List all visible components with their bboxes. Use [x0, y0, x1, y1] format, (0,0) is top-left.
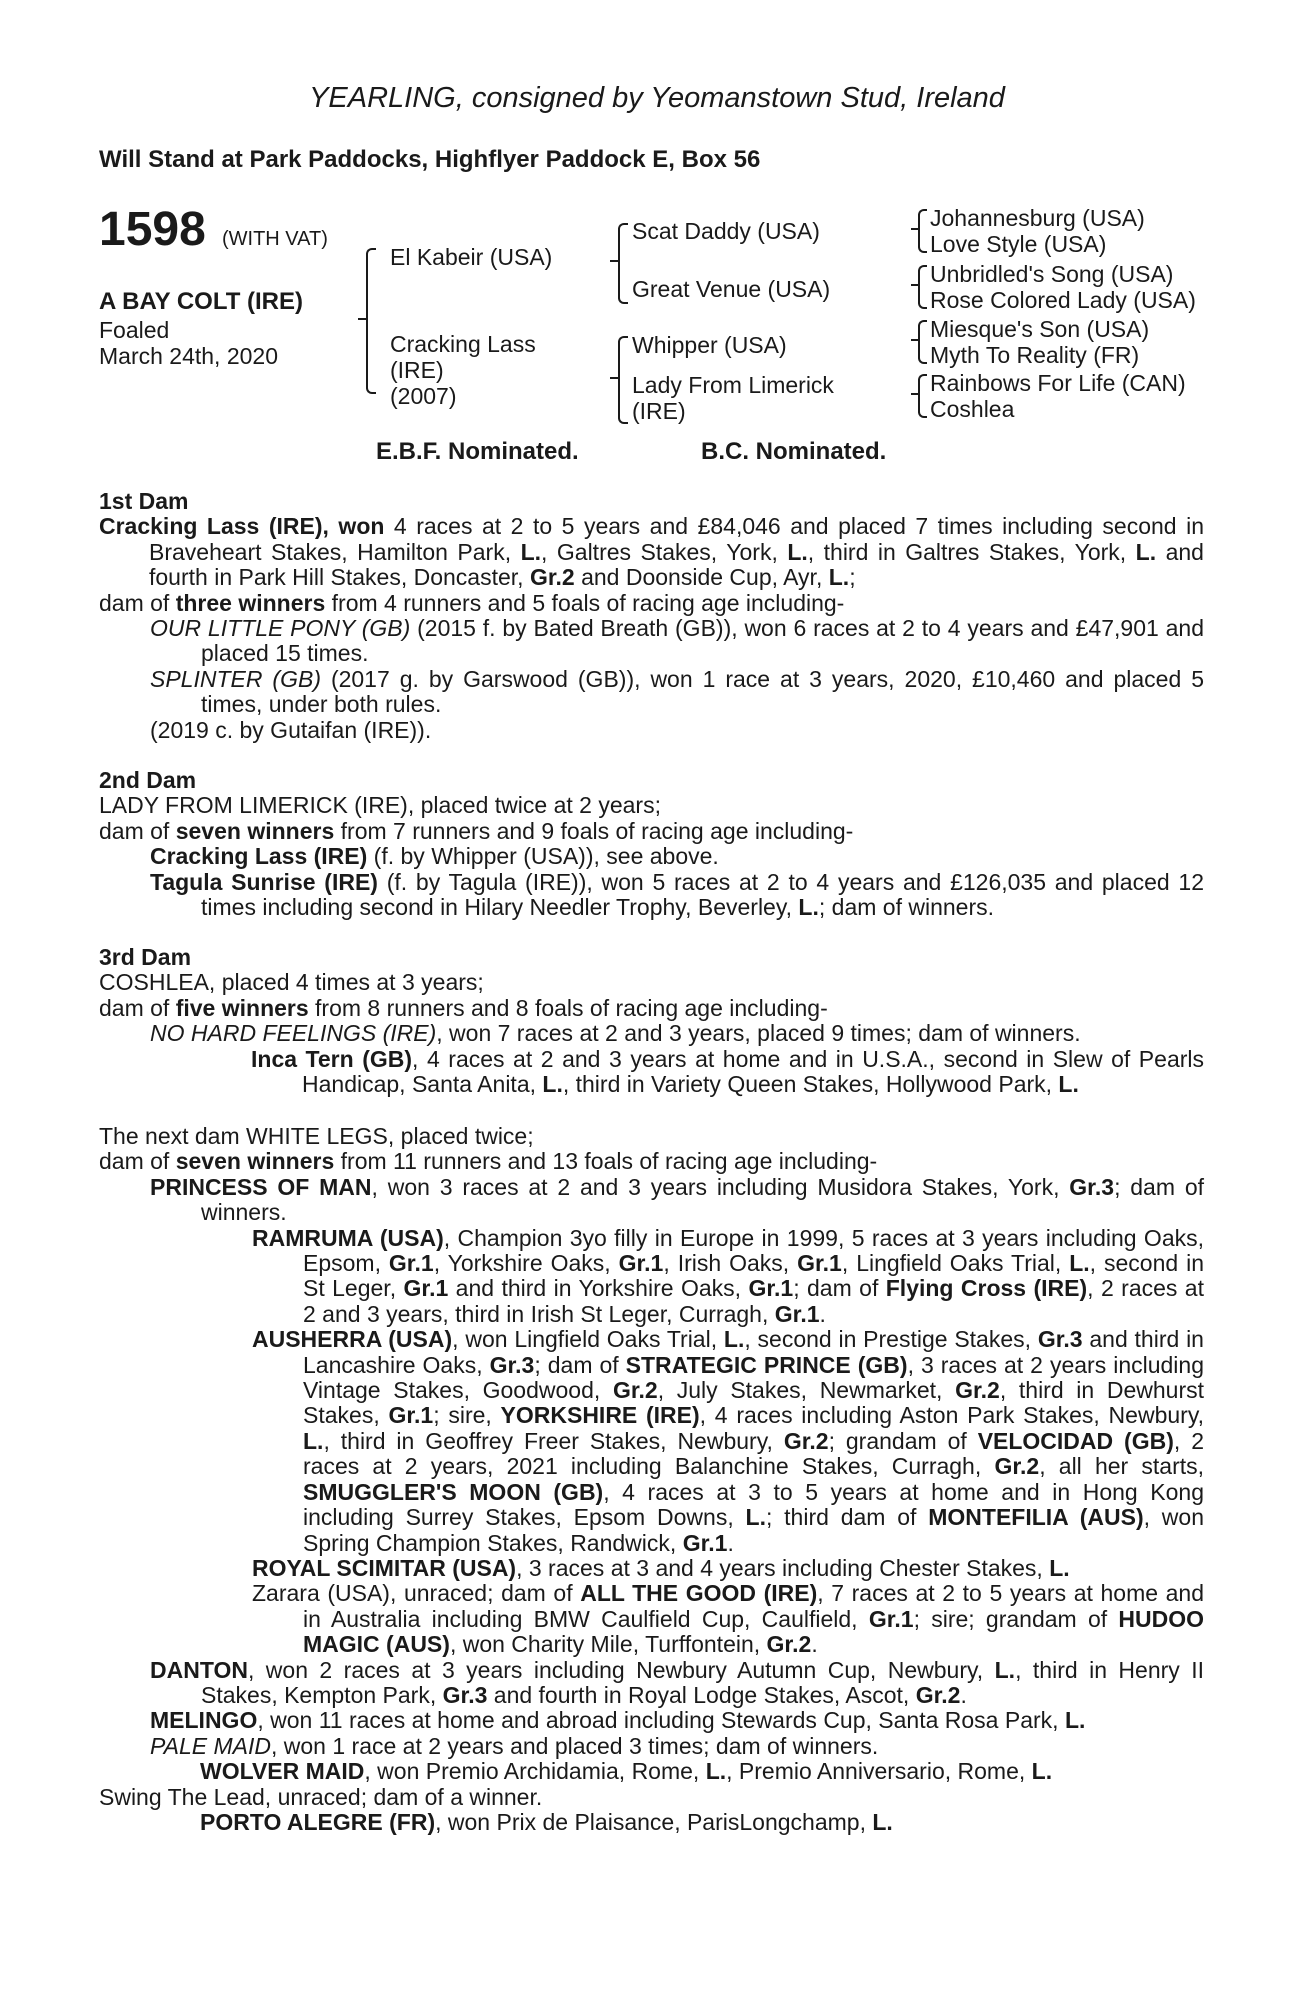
- next-dam-section: [99, 1124, 1204, 1835]
- produce-entry: (2019 c. by Gutaifan (IRE)).: [150, 716, 432, 743]
- produce-entry: [99, 1327, 1204, 1556]
- pedigree-brace-tip: [911, 284, 918, 286]
- text: , won 1 race at 2 years and placed 3 times; dam of winners.: [271, 1732, 879, 1759]
- text: from 4 runners and 5 foals of racing age including-: [325, 589, 845, 616]
- produce-entry: [99, 1021, 1204, 1046]
- grade: L.: [1069, 1250, 1090, 1277]
- pedigree-sire-sire: Scat Daddy (USA): [632, 218, 820, 244]
- text: , Yorkshire Oaks,: [433, 1250, 619, 1277]
- bc-nomination: B.C. Nominated.: [701, 438, 887, 465]
- won-label: , won: [322, 513, 385, 540]
- text: and fourth in Park Hill Stakes, Doncaster,: [149, 538, 1204, 591]
- horse-name: RAMRUMA (USA): [252, 1224, 444, 1251]
- text: and fourth in Royal Lodge Stakes, Ascot,: [487, 1681, 916, 1708]
- produce-entry: [99, 870, 1204, 921]
- text: from 11 runners and 13 foals of racing age including-: [334, 1148, 878, 1175]
- grade: Gr.3: [442, 1681, 488, 1708]
- text: ; grandam of: [828, 1427, 978, 1454]
- stand-location: Will Stand at Park Paddocks, Highflyer Paddock E, Box 56: [99, 146, 761, 173]
- horse-name: DANTON: [150, 1656, 248, 1683]
- produce-entry: [99, 1047, 1204, 1098]
- pedigree-brace-tip: [911, 228, 918, 230]
- text: , 2 races at 2 years, 2021 including Balanchine Stakes, Curragh,: [303, 1427, 1204, 1480]
- text: (2017 g. by Garswood (GB)), won 1 race at 3 years, 2020, £10,460 and placed 5 times, under both rules.: [201, 665, 1204, 718]
- horse-name: MELINGO: [150, 1707, 258, 1734]
- grade: Gr.1: [618, 1250, 664, 1277]
- third-dam-section: [99, 945, 1204, 1097]
- text: , all her starts,: [1039, 1453, 1205, 1480]
- text: , won 2 races at 3 years including Newbury Autumn Cup, Newbury,: [247, 1656, 995, 1683]
- pedigree-dam-dam: [632, 372, 834, 424]
- text: , won 7 races at 2 and 3 years, placed 9 times; dam of winners.: [436, 1020, 1081, 1047]
- horse-name: PALE MAID: [150, 1732, 271, 1759]
- grade: L.: [542, 1071, 563, 1098]
- pedigree-dam-dam-name: Lady From Limerick: [632, 372, 834, 398]
- pedigree-sire: El Kabeir (USA): [390, 244, 553, 270]
- horse-name: SPLINTER (GB): [150, 665, 321, 692]
- produce-entry: [99, 1658, 1204, 1709]
- grade: Gr.2: [529, 564, 575, 591]
- first-dam-section: [99, 489, 1204, 743]
- pedigree-sire-dam: Great Venue (USA): [632, 276, 831, 302]
- pedigree-brace: [918, 320, 927, 364]
- pedigree-brace-tip: [358, 318, 366, 320]
- third-dam-record: COSHLEA, placed 4 times at 3 years;: [99, 969, 484, 996]
- pedigree-g3-6: Myth To Reality (FR): [930, 342, 1140, 368]
- third-dam-produce: [99, 996, 1204, 1021]
- text: ; dam of: [534, 1351, 626, 1378]
- text: .: [811, 1631, 818, 1658]
- pedigree-brace: [618, 336, 628, 424]
- grade: L.: [787, 538, 808, 565]
- text: , Champion 3yo filly in Europe in 1999, 5 races at 3 years including Oaks, Epsom,: [303, 1224, 1204, 1277]
- grade: Gr.3: [489, 1351, 535, 1378]
- text: , third in Variety Queen Stakes, Hollywood Park,: [562, 1071, 1059, 1098]
- text: , 3 races at 3 and 4 years including Chester Stakes,: [516, 1554, 1050, 1581]
- text: dam of: [99, 1148, 176, 1175]
- horse-name: WOLVER MAID: [200, 1758, 365, 1785]
- text: ;: [849, 564, 856, 591]
- foaled-label: Foaled: [99, 317, 170, 343]
- winners-count: five winners: [175, 994, 309, 1021]
- text: , 4 races at 3 to 5 years at home and in Hong Kong including Surrey Stakes, Epsom Downs,: [303, 1478, 1204, 1531]
- text: , won Lingfield Oaks Trial,: [452, 1326, 724, 1353]
- lot-number: 1598: [99, 203, 206, 256]
- next-dam-produce: [99, 1149, 1204, 1174]
- horse-name: Cracking Lass (IRE): [150, 843, 368, 870]
- produce-entry: [99, 1556, 1204, 1581]
- grade: L.: [1058, 1071, 1079, 1098]
- text: ; sire; grandam of: [913, 1605, 1119, 1632]
- grade: Gr.2: [915, 1681, 961, 1708]
- pedigree-brace-tip: [911, 393, 918, 395]
- grade: Gr.3: [1037, 1326, 1083, 1353]
- pedigree-dam-dam-country: (IRE): [632, 398, 686, 424]
- text: and third in Lancashire Oaks,: [303, 1326, 1204, 1378]
- text: ; dam of winners.: [818, 894, 995, 921]
- text: , 7 races at 2 to 5 years at home and in Australia including BMW Caulfield Cup, Caulfield,: [303, 1580, 1204, 1632]
- produce-entry: [99, 1581, 1204, 1657]
- foaled-info: [99, 317, 278, 369]
- text: , third in Henry II Stakes, Kempton Park,: [201, 1656, 1204, 1708]
- pedigree-dam: [390, 331, 536, 409]
- text: ; sire,: [433, 1402, 501, 1429]
- catalogue-heading: YEARLING, consigned by Yeomanstown Stud, Ireland: [309, 82, 1005, 114]
- text: (f. by Whipper (USA)), see above.: [367, 843, 719, 870]
- pedigree-dam-sire: Whipper (USA): [632, 332, 787, 358]
- horse-name: MONTEFILIA (AUS): [928, 1504, 1144, 1531]
- winners-count: three winners: [175, 589, 326, 616]
- pedigree-brace: [918, 265, 927, 309]
- text: and third in Yorkshire Oaks,: [448, 1275, 749, 1302]
- horse-name: YORKSHIRE (IRE): [500, 1402, 700, 1429]
- first-dam-record: [99, 514, 1204, 590]
- grade: Gr.2: [955, 1377, 1000, 1404]
- text: , Premio Anniversario, Rome,: [726, 1758, 1032, 1785]
- text: , third in Geoffrey Freer Stakes, Newbury,: [323, 1427, 784, 1454]
- text: dam of: [99, 589, 176, 616]
- grade: L.: [798, 894, 819, 921]
- second-dam-record: LADY FROM LIMERICK (IRE), placed twice at 2 years;: [99, 792, 661, 819]
- grade: Gr.1: [748, 1275, 794, 1302]
- grade: Gr.1: [388, 1250, 434, 1277]
- text: , 4 races including Aston Park Stakes, Newbury,: [699, 1402, 1204, 1429]
- text: , won 11 races at home and abroad including Stewards Cup, Santa Rosa Park,: [257, 1707, 1065, 1734]
- grade: Gr.1: [797, 1250, 842, 1277]
- text: , second in Prestige Stakes,: [744, 1326, 1038, 1353]
- text: , 3 races at 2 years including Vintage Stakes, Goodwood,: [303, 1351, 1204, 1404]
- produce-entry: [99, 1708, 1204, 1733]
- grade: L.: [723, 1326, 745, 1353]
- grade: L.: [520, 538, 542, 565]
- horse-name: PORTO ALEGRE (FR): [200, 1808, 436, 1835]
- second-dam-produce: [99, 819, 1204, 844]
- produce-entry: [99, 1759, 1204, 1784]
- second-dam-heading: 2nd Dam: [99, 767, 197, 793]
- produce-entry: Swing The Lead, unraced; dam of a winner.: [99, 1783, 543, 1810]
- horse-name: Cracking Lass (IRE): [99, 513, 323, 540]
- horse-name: Inca Tern (GB): [251, 1045, 413, 1072]
- grade: Gr.1: [388, 1402, 434, 1429]
- text: (2015 f. by Bated Breath (GB)), won 6 races at 2 to 4 years and £47,901 and placed 15 times.: [201, 615, 1204, 667]
- pedigree-g3-7: Rainbows For Life (CAN): [930, 370, 1186, 396]
- text: Zarara (USA), unraced; dam of: [252, 1580, 581, 1607]
- grade: L.: [1031, 1758, 1053, 1785]
- grade: L.: [1049, 1554, 1070, 1581]
- pedigree-dam-country: (IRE): [390, 357, 444, 383]
- pedigree-brace: [618, 223, 628, 304]
- text: .: [960, 1681, 967, 1708]
- text: , 2 races at 2 and 3 years, third in Irish St Leger, Curragh,: [303, 1275, 1204, 1327]
- text: , won Spring Champion Stakes, Randwick,: [303, 1504, 1204, 1556]
- pedigree-g3-1: Johannesburg (USA): [930, 205, 1145, 231]
- grade: Gr.1: [403, 1275, 449, 1302]
- horse-name: Flying Cross (IRE): [885, 1275, 1088, 1302]
- pedigree-brace: [918, 209, 927, 253]
- foaled-date: March 24th, 2020: [99, 343, 279, 369]
- text: dam of: [99, 994, 176, 1021]
- grade: Gr.2: [994, 1453, 1040, 1480]
- horse-name: OUR LITTLE PONY (GB): [150, 615, 411, 642]
- horse-name: NO HARD FEELINGS (IRE): [150, 1020, 437, 1047]
- horse-name: VELOCIDAD (GB): [977, 1427, 1174, 1454]
- text: , Lingfield Oaks Trial,: [841, 1250, 1070, 1277]
- grade: Gr.1: [868, 1605, 914, 1632]
- text: ; third dam of: [765, 1504, 929, 1531]
- text: , won Premio Archidamia, Rome,: [364, 1758, 706, 1785]
- grade: Gr.3: [1069, 1173, 1115, 1200]
- text: dam of: [99, 817, 176, 844]
- lot-description: A BAY COLT (IRE): [99, 288, 304, 315]
- grade: Gr.1: [774, 1300, 820, 1327]
- text: and Doonside Cup, Ayr,: [574, 564, 829, 591]
- winners-count: seven winners: [175, 817, 335, 844]
- first-dam-heading: 1st Dam: [99, 488, 189, 514]
- horse-name: STRATEGIC PRINCE (GB): [625, 1351, 908, 1378]
- produce-entry: [99, 1734, 1204, 1759]
- text: , third in Dewhurst Stakes,: [303, 1377, 1205, 1429]
- horse-name: ALL THE GOOD (IRE): [580, 1580, 818, 1607]
- text: .: [727, 1529, 734, 1556]
- grade: L.: [1064, 1707, 1086, 1734]
- text: .: [819, 1300, 826, 1327]
- grade: L.: [705, 1758, 727, 1785]
- produce-entry: [99, 616, 1204, 667]
- pedigree-brace-tip: [610, 377, 618, 379]
- second-dam-section: [99, 768, 1204, 920]
- text: , Irish Oaks,: [663, 1250, 798, 1277]
- pedigree-brace-tip: [911, 339, 918, 341]
- pedigree-brace-tip: [610, 260, 618, 262]
- pedigree-dam-name: Cracking Lass: [390, 331, 536, 357]
- text: ; dam of winners.: [201, 1173, 1204, 1226]
- pedigree-g3-8: Coshlea: [930, 396, 1015, 422]
- text: 4 races at 2 to 5 years and £84,046 and placed 7 times including second in Braveheart Stakes, Hamilton Park,: [149, 513, 1204, 565]
- text: , won Charity Mile, Turffontein,: [449, 1631, 767, 1658]
- produce-entry: [99, 1175, 1204, 1226]
- winners-count: seven winners: [175, 1148, 335, 1175]
- horse-name: SMUGGLER'S MOON (GB): [303, 1478, 604, 1505]
- text: , third in Galtres Stakes, York,: [807, 538, 1136, 565]
- text: , won Prix de Plaisance, ParisLongchamp,: [435, 1808, 873, 1835]
- ebf-nomination: E.B.F. Nominated.: [376, 438, 579, 465]
- pedigree-brace: [366, 248, 376, 394]
- pedigree-brace: [918, 374, 927, 418]
- pedigree-g3-4: Rose Colored Lady (USA): [930, 287, 1196, 313]
- horse-name: AUSHERRA (USA): [252, 1326, 453, 1353]
- text: , won 3 races at 2 and 3 years including Musidora Stakes, York,: [371, 1173, 1070, 1200]
- produce-entry: [99, 844, 1204, 869]
- horse-name: ROYAL SCIMITAR (USA): [252, 1554, 517, 1581]
- third-dam-heading: 3rd Dam: [99, 944, 192, 970]
- grade: L.: [303, 1427, 324, 1454]
- grade: L.: [828, 564, 850, 591]
- horse-name: HUDOO MAGIC (AUS): [303, 1605, 1205, 1658]
- horse-name: PRINCESS OF MAN: [150, 1173, 372, 1200]
- vat-note: (WITH VAT): [222, 228, 328, 250]
- text: (f. by Tagula (IRE)), won 5 races at 2 to 4 years and £126,035 and placed 12 times including second in Hilary Needler Trophy, Beverley,: [201, 868, 1205, 921]
- grade: Gr.1: [682, 1529, 728, 1556]
- next-dam-record: The next dam WHITE LEGS, placed twice;: [99, 1123, 534, 1149]
- grade: L.: [872, 1808, 893, 1835]
- produce-entry: [99, 667, 1204, 718]
- grade: L.: [1135, 538, 1157, 565]
- pedigree-g3-5: Miesque's Son (USA): [930, 316, 1150, 342]
- grade: Gr.2: [766, 1631, 812, 1658]
- text: , 4 races at 2 and 3 years at home and in U.S.A., second in Slew of Pearls Handicap, Santa Anita,: [302, 1045, 1204, 1098]
- text: from 7 runners and 9 foals of racing age including-: [334, 817, 854, 844]
- pedigree-g3-2: Love Style (USA): [930, 231, 1107, 257]
- grade: L.: [994, 1656, 1016, 1683]
- horse-name: Tagula Sunrise (IRE): [150, 868, 378, 895]
- text: , July Stakes, Newmarket,: [657, 1377, 956, 1404]
- first-dam-produce: [99, 591, 1204, 616]
- text: , Galtres Stakes, York,: [541, 538, 788, 565]
- pedigree-g3-3: Unbridled's Song (USA): [930, 261, 1174, 287]
- grade: L.: [745, 1504, 766, 1531]
- produce-entry: [99, 1226, 1204, 1328]
- text: ; dam of: [793, 1275, 886, 1302]
- grade: Gr.2: [783, 1427, 829, 1454]
- produce-entry: [99, 1810, 1204, 1835]
- grade: Gr.2: [612, 1377, 658, 1404]
- text: , second in St Leger,: [303, 1250, 1204, 1302]
- text: from 8 runners and 8 foals of racing age including-: [308, 994, 828, 1021]
- pedigree-dam-year: (2007): [390, 383, 457, 409]
